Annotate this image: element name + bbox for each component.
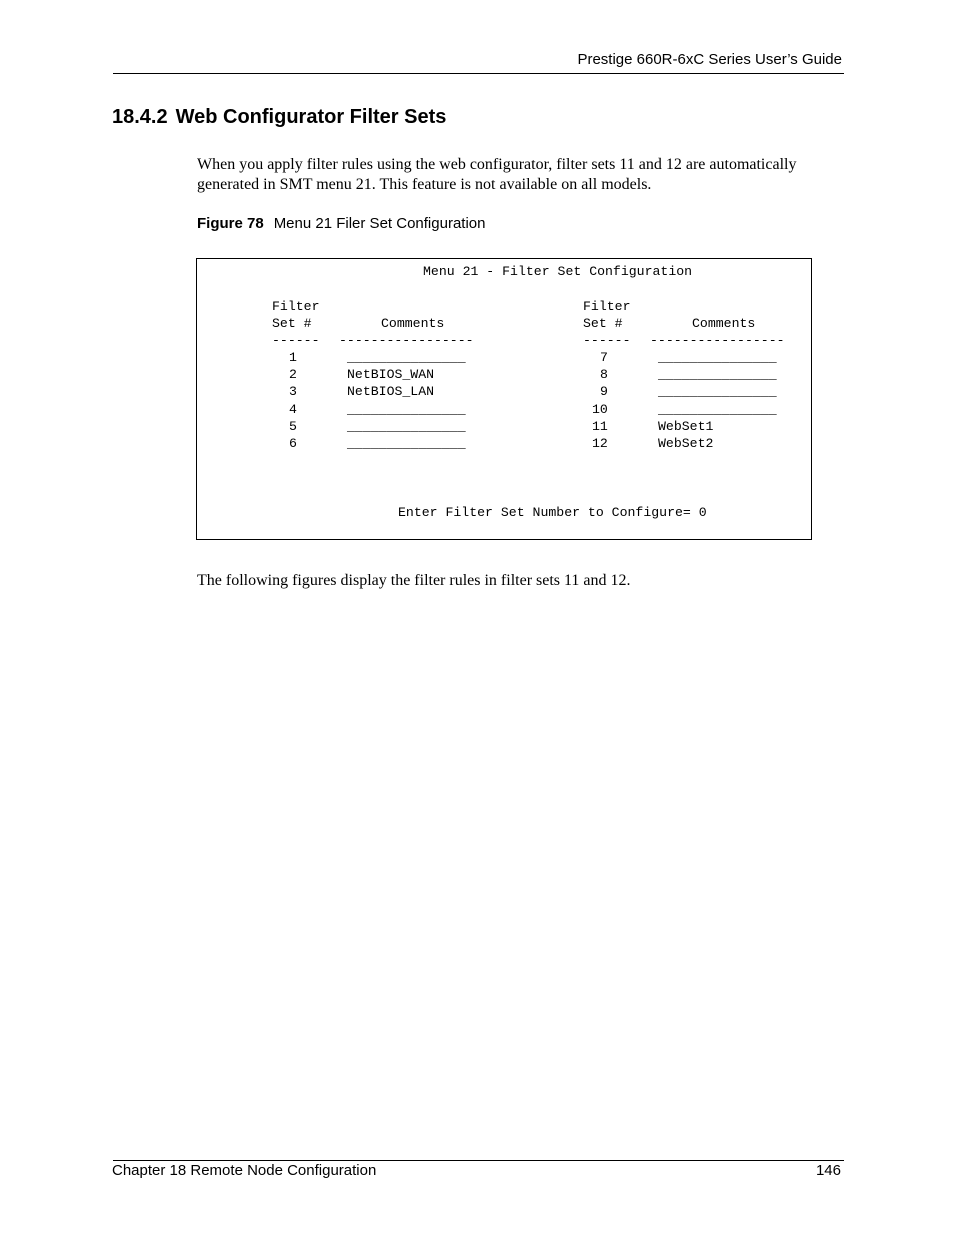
right-row-comment: WebSet1 [658, 419, 714, 434]
left-row-set: 1 [289, 350, 297, 365]
section-heading [112, 106, 446, 129]
right-header-filter: Filter [583, 299, 631, 314]
left-row-set: 6 [289, 436, 297, 451]
intro-paragraph: When you apply filter rules using the web configurator, filter sets 11 and 12 are automatically generated in SMT menu 21. This feature is not available on all models. [197, 156, 797, 193]
left-row-comment: _______________ [347, 419, 466, 434]
following-paragraph: The following figures display the filter rules in filter sets 11 and 12. [197, 572, 631, 589]
left-row-comment: _______________ [347, 402, 466, 417]
right-dash-set: ------ [583, 333, 631, 348]
left-row-set: 2 [289, 367, 297, 382]
left-header-filter: Filter [272, 299, 320, 314]
left-row-comment: _______________ [347, 350, 466, 365]
figure-label: Figure 78 [197, 215, 264, 232]
right-row-comment: _______________ [658, 367, 777, 382]
footer-chapter: Chapter 18 Remote Node Configuration [112, 1162, 377, 1179]
left-row-set: 4 [289, 402, 297, 417]
right-row-set: 8 [600, 367, 608, 382]
left-row-set: 5 [289, 419, 297, 434]
figure-caption-text: Menu 21 Filer Set Configuration [273, 215, 486, 232]
left-row-comment: NetBIOS_WAN [347, 367, 435, 382]
smt-menu-screen [196, 258, 812, 540]
right-header-set: Set # [583, 316, 623, 331]
figure-caption [197, 215, 485, 232]
right-row-set: 7 [600, 350, 608, 365]
running-header: Prestige 660R-6xC Series User’s Guide [577, 51, 842, 68]
footer-page-number: 146 [815, 1162, 841, 1179]
section-number: 18.4.2 [112, 106, 168, 128]
header-rule [113, 73, 844, 74]
left-dash-set: ------ [272, 333, 320, 348]
left-dash-comments: ----------------- [339, 333, 474, 348]
left-row-set: 3 [289, 384, 297, 399]
right-dash-comments: ----------------- [650, 333, 785, 348]
configure-prompt[interactable]: Enter Filter Set Number to Configure= 0 [398, 505, 707, 520]
right-row-comment: _______________ [658, 350, 777, 365]
footer-rule [113, 1160, 844, 1161]
left-header-comments: Comments [381, 316, 445, 331]
right-header-comments: Comments [692, 316, 756, 331]
right-row-set: 10 [592, 402, 608, 417]
section-title: Web Configurator Filter Sets [175, 106, 447, 128]
left-header-set: Set # [272, 316, 312, 331]
right-row-comment: WebSet2 [658, 436, 714, 451]
right-row-set: 9 [600, 384, 608, 399]
left-row-comment: NetBIOS_LAN [347, 384, 435, 399]
menu-title: Menu 21 - Filter Set Configuration [423, 264, 693, 279]
right-row-comment: _______________ [658, 402, 777, 417]
left-row-comment: _______________ [347, 436, 466, 451]
right-row-set: 11 [592, 419, 608, 434]
right-row-set: 12 [592, 436, 608, 451]
right-row-comment: _______________ [658, 384, 777, 399]
